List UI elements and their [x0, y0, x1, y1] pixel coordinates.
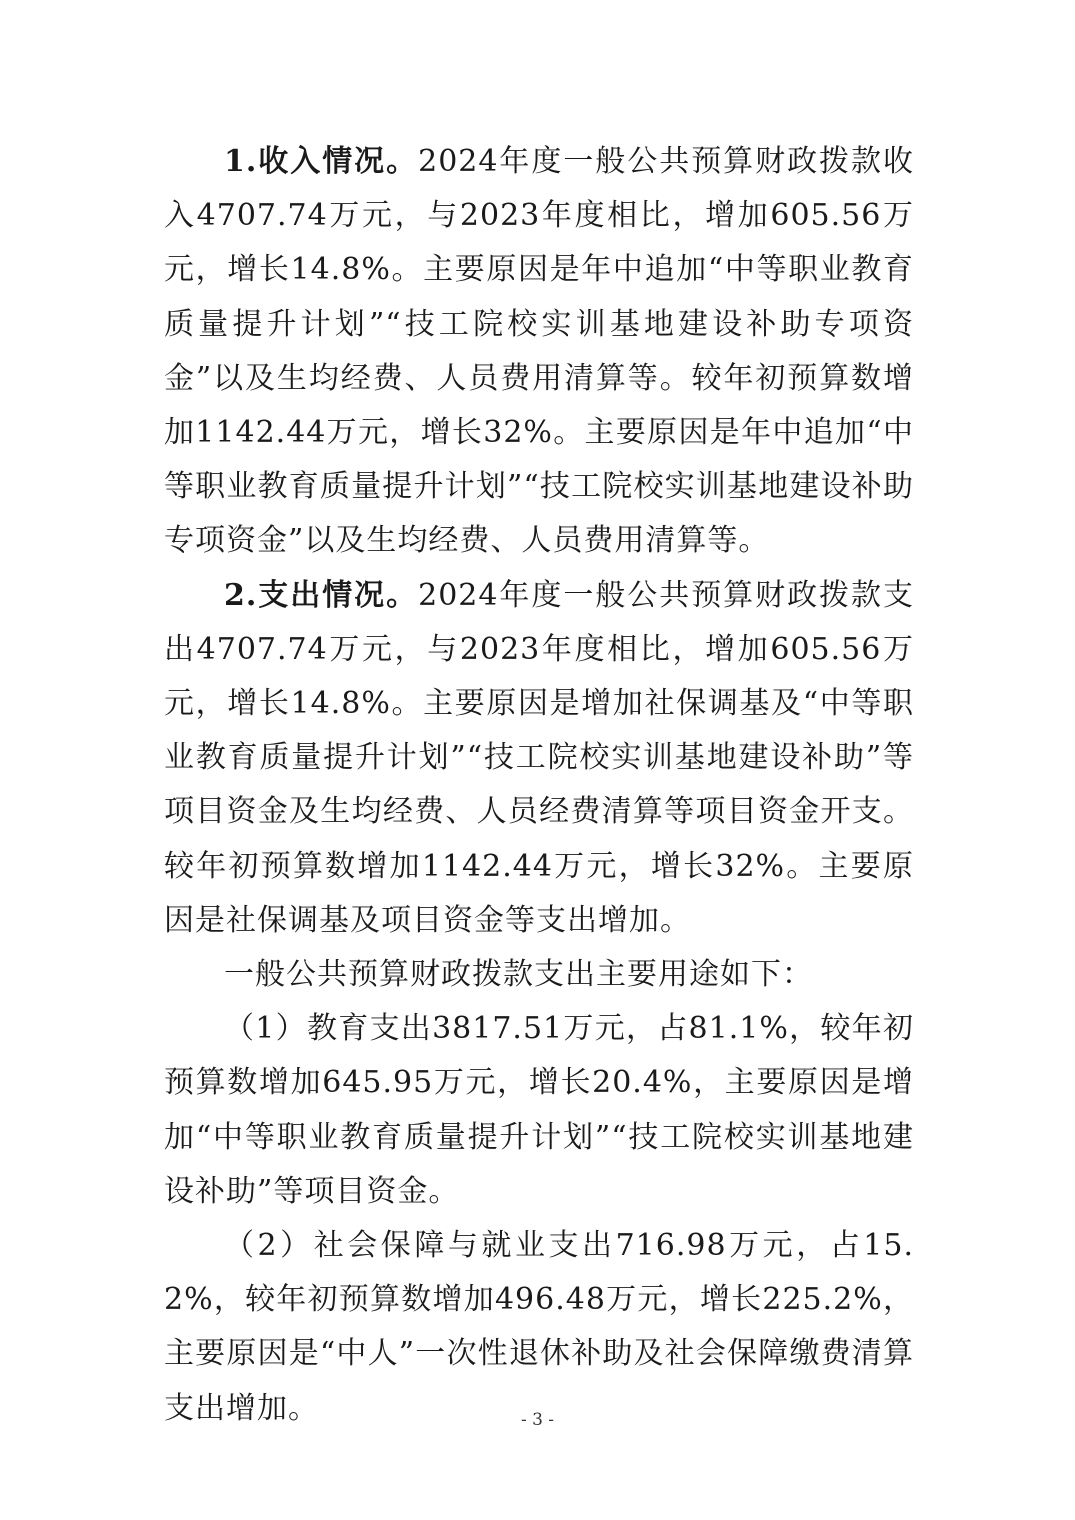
income-heading: 1.收入情况。 [224, 144, 419, 179]
paragraph-usage-intro [164, 948, 914, 1002]
paragraph-income [164, 135, 914, 569]
expenditure-text: 2024年度一般公共预算财政拨款支出4707.74万元，与2023年度相比，增加605.56万元，增长14.8%。主要原因是增加社保调基及“中等职业教育质量提升计划”“技工院校实训基地建设补助”等项目资金及生均经费、人员经费清算等项目资金开支。较年初预算数增加1142.44万元，增长32%。主要原因是社保调基及项目资金等支出增加。 [164, 577, 914, 938]
social-security-text: （2）社会保障与就业支出716.98万元，占15.2%，较年初预算数增加496.48万元，增长225.2%，主要原因是“中人”一次性退休补助及社会保障缴费清算支出增加。 [164, 1228, 914, 1426]
education-text: （1）教育支出3817.51万元，占81.1%，较年初预算数增加645.95万元，增长20.4%，主要原因是增加“中等职业教育质量提升计划”“技工院校实训基地建设补助”等项目资金。 [164, 1011, 914, 1209]
document-body [164, 135, 914, 1436]
page-number: - 3 - [520, 1410, 555, 1430]
paragraph-education [164, 1002, 914, 1219]
expenditure-heading: 2.支出情况。 [224, 577, 419, 613]
income-text: 2024年度一般公共预算财政拨款收入4707.74万元，与2023年度相比，增加605.56万元，增长14.8%。主要原因是年中追加“中等职业教育质量提升计划”“技工院校实训基地建设补助专项资金”以及生均经费、人员费用清算等。较年初预算数增加1142.44万元，增长32%。主要原因是年中追加“中等职业教育质量提升计划”“技工院校实训基地建设补助专项资金”以及生均经费、人员费用清算等。 [164, 144, 914, 559]
usage-intro-text: 一般公共预算财政拨款支出主要用途如下： [224, 957, 813, 993]
paragraph-expenditure [164, 569, 914, 948]
paragraph-social-security [164, 1219, 914, 1436]
